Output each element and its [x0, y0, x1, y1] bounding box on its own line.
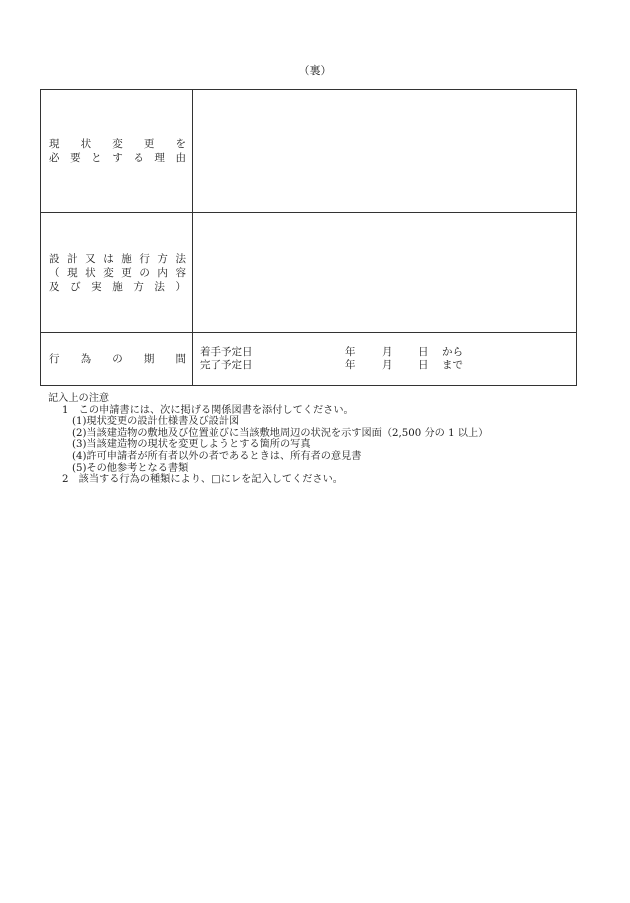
note-sub-item: (2)当該建造物の敷地及び位置並びに当該敷地周辺の状況を示す図面（2,500 分の 1 以上）	[72, 427, 489, 439]
reason-label-line2: 必要とする理由	[49, 152, 186, 164]
reason-label-cell	[41, 90, 193, 213]
start-date-label: 着手予定日	[200, 346, 253, 358]
note-sub-item: (5)その他参考となる書類	[72, 462, 189, 474]
end-suffix: まで	[442, 359, 463, 371]
reason-row	[41, 90, 577, 213]
method-label-line3: 及び実施方法）	[49, 280, 186, 293]
note-item-1: 1 この申請書には、次に掲げる関係図書を添付してください。	[62, 404, 354, 416]
start-month-label: 月	[382, 346, 393, 358]
period-label-cell	[41, 333, 193, 386]
start-date-line	[193, 346, 576, 359]
method-label-line1: 設計又は施行方法	[49, 252, 186, 265]
note-sub-item: (3)当該建造物の現状を変更しようとする箇所の写真	[72, 439, 311, 451]
method-input-cell[interactable]	[193, 213, 577, 333]
period-input-cell[interactable]	[193, 333, 577, 386]
end-date-label: 完了予定日	[200, 359, 253, 371]
note-item-2: 2 該当する行為の種類により、□にレを記入してください。	[62, 474, 343, 486]
end-month-label: 月	[382, 359, 393, 371]
period-label: 行 為 の 期 間	[49, 353, 186, 365]
method-label-line2: （現状変更の内容	[49, 266, 186, 279]
start-year-label: 年	[345, 346, 356, 358]
note-sub-item: (1)現状変更の設計仕様書及び設計図	[72, 416, 240, 428]
notes-section	[48, 393, 488, 486]
reason-label-line1: 現 状 変 更 を	[49, 138, 186, 150]
method-row	[41, 213, 577, 333]
notes-heading: 記入上の注意	[48, 393, 110, 404]
end-day-label: 日	[418, 359, 429, 371]
start-day-label: 日	[418, 346, 429, 358]
application-form-table	[40, 89, 577, 386]
start-suffix: から	[442, 346, 463, 358]
page-title: （裏）	[298, 64, 332, 77]
period-row	[41, 333, 577, 386]
reason-input-cell[interactable]	[193, 90, 577, 213]
end-year-label: 年	[345, 359, 356, 371]
method-label-cell	[41, 213, 193, 333]
end-date-line	[193, 359, 576, 372]
note-sub-item: (4)許可申請者が所有者以外の者であるときは、所有者の意見書	[72, 450, 362, 462]
